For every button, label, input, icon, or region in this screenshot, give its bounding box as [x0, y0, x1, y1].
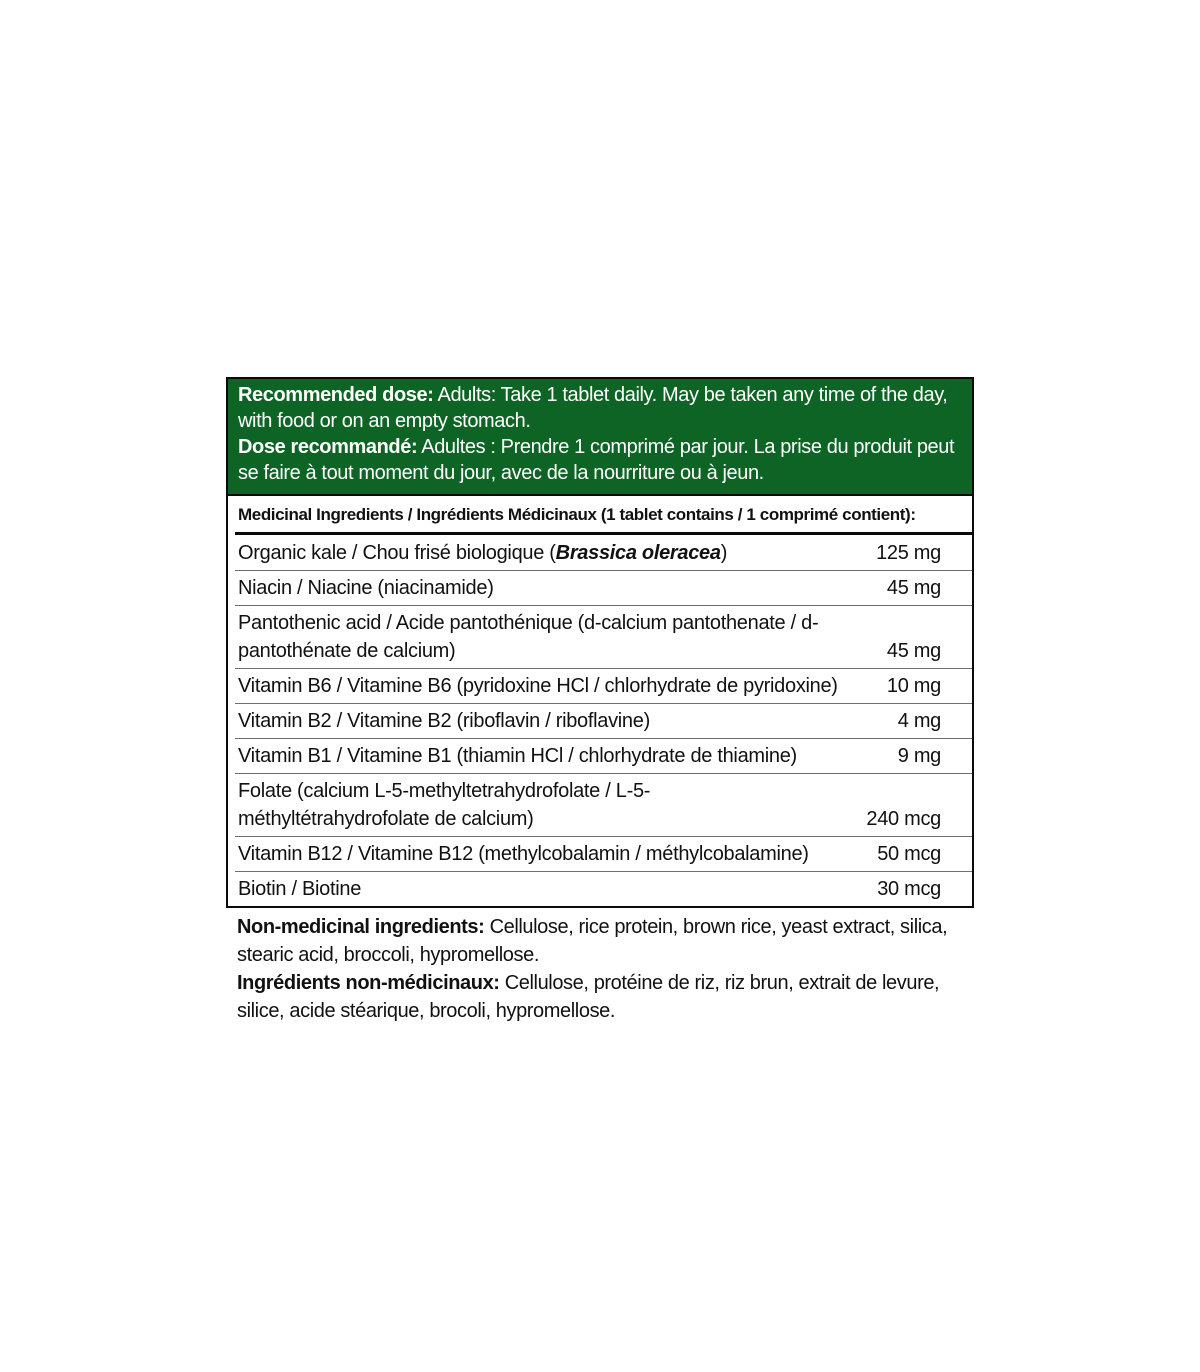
ingredient-row [235, 570, 972, 605]
dose-english-label: Recommended dose: [238, 384, 434, 406]
dose-french-text: Adultes : Prendre 1 comprimé par jour. La prise du produit peut se faire à tout moment du jour, avec de la nourriture ou à jeun. [238, 436, 955, 484]
ingredient-row [235, 703, 972, 738]
ingredient-row [235, 605, 972, 668]
ingredient-row [235, 836, 972, 871]
ingredient-name: Niacin / Niacine (niacinamide) [238, 577, 494, 599]
ingredient-name: Folate (calcium L-5-methyltetrahydrofolate / L-5-méthyltétrahydrofolate de calcium) [238, 780, 651, 830]
ingredient-name: Vitamin B2 / Vitamine B2 (riboflavin / riboflavine) [238, 710, 650, 732]
ingredient-name-prefix: Organic kale / Chou frisé biologique ( [238, 542, 556, 564]
ingredient-amount: 50 mcg [877, 843, 941, 865]
dose-french [238, 434, 962, 486]
ingredient-name [238, 539, 876, 567]
ingredient-row [235, 668, 972, 703]
recommended-dose-box [226, 377, 974, 494]
ingredient-amount: 30 mcg [877, 878, 941, 900]
non-medicinal-english [237, 913, 964, 969]
non-medicinal-french [237, 969, 964, 1025]
ingredient-name: Vitamin B6 / Vitamine B6 (pyridoxine HCl / chlorhydrate de pyridoxine) [238, 675, 838, 697]
non-medicinal-english-label: Non-medicinal ingredients: [237, 916, 485, 938]
ingredient-row [235, 773, 972, 836]
ingredient-amount: 45 mg [886, 640, 941, 662]
ingredient-name: Vitamin B1 / Vitamine B1 (thiamin HCl / chlorhydrate de thiamine) [238, 745, 797, 767]
dose-french-label: Dose recommandé: [238, 436, 418, 458]
ingredient-row [235, 871, 972, 906]
ingredient-amount: 125 mg [876, 542, 941, 564]
ingredient-name: Biotin / Biotine [238, 878, 362, 900]
supplement-facts-panel [226, 377, 974, 1025]
ingredient-row [235, 535, 972, 570]
dose-english-text: Adults: Take 1 tablet daily. May be taken any time of the day, with food or on an empty stomach. [238, 384, 948, 432]
ingredient-amount: 45 mg [886, 577, 941, 599]
ingredient-amount: 10 mg [886, 675, 941, 697]
ingredient-amount: 9 mg [897, 745, 941, 767]
non-medicinal-english-text: Cellulose, rice protein, brown rice, yeast extract, silica, stearic acid, broccoli, hypromellose. [237, 916, 948, 966]
ingredient-name-suffix: ) [720, 542, 728, 564]
ingredient-amount: 240 mcg [866, 808, 941, 830]
non-medicinal-ingredients [226, 908, 974, 1025]
ingredient-row [235, 738, 972, 773]
medicinal-ingredients-table [226, 494, 974, 908]
ingredient-latin-name: Brassica oleracea [555, 542, 721, 564]
non-medicinal-french-text: Cellulose, protéine de riz, riz brun, extrait de levure, silice, acide stéarique, brocoli, hypromellose. [237, 972, 940, 1022]
ingredient-name: Pantothenic acid / Acide pantothénique (d-calcium pantothenate / d-pantothénate de calcium) [238, 612, 819, 662]
dose-english [238, 382, 962, 434]
ingredients-table-header: Medicinal Ingredients / Ingrédients Médicinaux (1 tablet contains / 1 comprimé contient): [238, 505, 916, 524]
ingredient-name: Vitamin B12 / Vitamine B12 (methylcobalamin / méthylcobalamine) [238, 843, 809, 865]
non-medicinal-french-label: Ingrédients non-médicinaux: [237, 972, 500, 994]
ingredient-amount: 4 mg [897, 710, 941, 732]
